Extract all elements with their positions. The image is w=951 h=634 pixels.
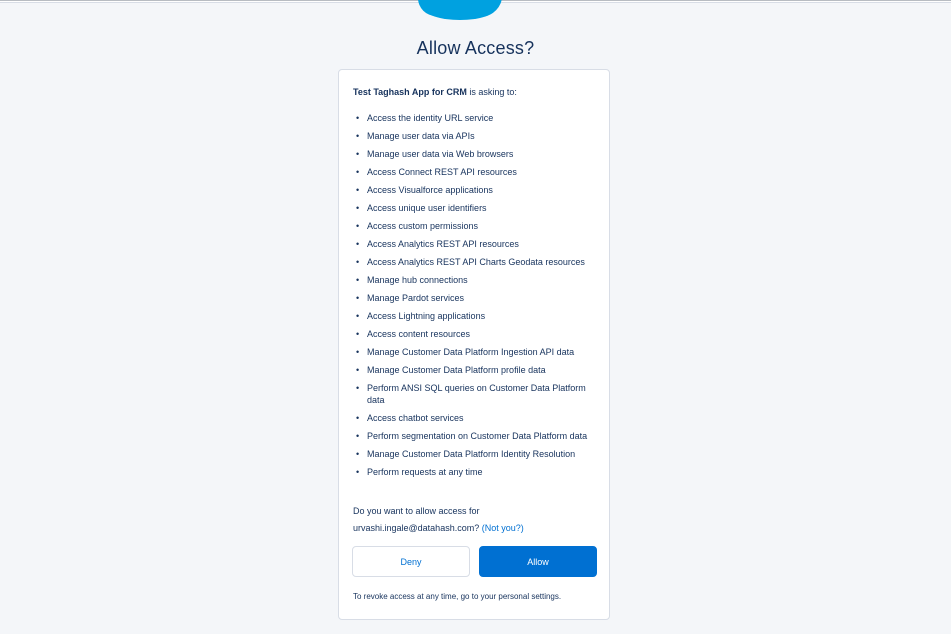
permission-item: • Manage Pardot services <box>353 292 601 304</box>
permission-item: • Access Analytics REST API Charts Geodata resources <box>353 256 601 268</box>
permission-item: • Access Visualforce applications <box>353 184 601 196</box>
not-you-link[interactable]: (Not you?) <box>481 523 524 533</box>
permission-item: • Manage Customer Data Platform Identity Resolution <box>353 448 601 460</box>
permission-item: • Access Connect REST API resources <box>353 166 601 178</box>
asking-text: is asking to: <box>466 87 517 97</box>
permission-item: • Manage Customer Data Platform profile data <box>353 364 601 376</box>
app-name: Test Taghash App for CRM <box>353 87 467 97</box>
permission-item: • Perform requests at any time <box>353 466 601 478</box>
permission-item: • Access unique user identifiers <box>353 202 601 214</box>
permission-item: • Manage Customer Data Platform Ingestion API data <box>353 346 601 358</box>
permission-item: • Access content resources <box>353 328 601 340</box>
revoke-note: To revoke access at any time, go to your personal settings. <box>353 592 562 601</box>
permission-item: • Access custom permissions <box>353 220 601 232</box>
permission-item: • Perform segmentation on Customer Data Platform data <box>353 430 601 442</box>
permission-item: • Access chatbot services <box>353 412 601 424</box>
salesforce-cloud-icon <box>414 0 506 22</box>
permission-item: • Perform ANSI SQL queries on Customer Data Platform data <box>353 382 601 406</box>
permission-item: • Manage user data via Web browsers <box>353 148 601 160</box>
question-user-line <box>353 520 603 537</box>
permission-list <box>353 112 601 484</box>
allow-button[interactable]: Allow <box>479 546 597 577</box>
request-intro <box>353 87 517 97</box>
permission-item: • Access Lightning applications <box>353 310 601 322</box>
oauth-consent-card <box>338 69 610 620</box>
permission-item: • Access the identity URL service <box>353 112 601 124</box>
user-email: urvashi.ingale@datahash.com? <box>353 523 480 533</box>
permission-item: • Access Analytics REST API resources <box>353 238 601 250</box>
page-title: Allow Access? <box>416 38 535 58</box>
access-question <box>353 503 603 537</box>
permission-item: • Manage hub connections <box>353 274 601 286</box>
permission-item: • Manage user data via APIs <box>353 130 601 142</box>
question-prefix: Do you want to allow access for <box>353 506 480 516</box>
deny-button[interactable]: Deny <box>352 546 470 577</box>
